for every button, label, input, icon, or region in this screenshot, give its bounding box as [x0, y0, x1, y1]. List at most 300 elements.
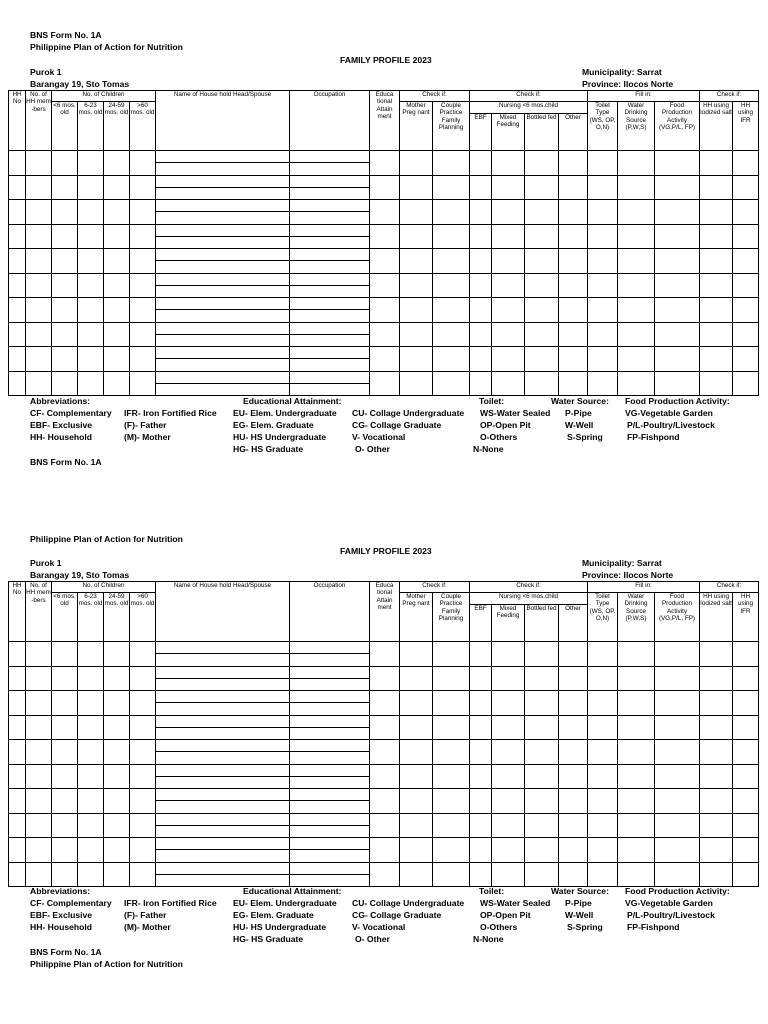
table-cell[interactable] [9, 273, 26, 298]
table-cell[interactable] [733, 764, 759, 789]
occupation-cell[interactable] [290, 789, 370, 814]
table-cell[interactable] [700, 151, 733, 176]
table-cell[interactable] [104, 642, 130, 667]
table-cell[interactable] [370, 813, 400, 838]
table-cell[interactable] [52, 838, 78, 863]
table-cell[interactable] [588, 666, 618, 691]
table-cell[interactable] [470, 642, 492, 667]
table-cell[interactable] [618, 224, 655, 249]
table-cell[interactable] [370, 273, 400, 298]
table-cell[interactable] [130, 862, 156, 887]
table-cell[interactable] [588, 322, 618, 347]
table-cell[interactable] [525, 813, 559, 838]
table-cell[interactable] [733, 642, 759, 667]
table-cell[interactable] [104, 764, 130, 789]
table-cell[interactable] [733, 715, 759, 740]
table-cell[interactable] [52, 764, 78, 789]
table-cell[interactable] [655, 740, 700, 765]
name-cell[interactable] [156, 789, 290, 814]
name-cell[interactable] [156, 175, 290, 200]
table-cell[interactable] [433, 740, 470, 765]
table-cell[interactable] [492, 249, 525, 274]
table-cell[interactable] [400, 789, 433, 814]
table-cell[interactable] [588, 642, 618, 667]
name-cell[interactable] [156, 862, 290, 887]
table-cell[interactable] [52, 200, 78, 225]
table-cell[interactable] [700, 715, 733, 740]
name-cell[interactable] [156, 813, 290, 838]
table-cell[interactable] [26, 273, 52, 298]
table-cell[interactable] [525, 666, 559, 691]
name-cell[interactable] [156, 347, 290, 372]
table-cell[interactable] [104, 347, 130, 372]
table-cell[interactable] [26, 249, 52, 274]
table-cell[interactable] [52, 371, 78, 396]
table-cell[interactable] [370, 249, 400, 274]
table-cell[interactable] [130, 249, 156, 274]
table-cell[interactable] [525, 249, 559, 274]
table-cell[interactable] [492, 862, 525, 887]
table-cell[interactable] [588, 740, 618, 765]
table-cell[interactable] [26, 789, 52, 814]
name-cell[interactable] [156, 200, 290, 225]
table-cell[interactable] [525, 224, 559, 249]
table-cell[interactable] [618, 838, 655, 863]
table-cell[interactable] [400, 200, 433, 225]
table-cell[interactable] [370, 715, 400, 740]
name-cell[interactable] [156, 764, 290, 789]
table-cell[interactable] [470, 200, 492, 225]
table-cell[interactable] [588, 200, 618, 225]
table-cell[interactable] [433, 347, 470, 372]
occupation-cell[interactable] [290, 347, 370, 372]
table-cell[interactable] [655, 691, 700, 716]
table-cell[interactable] [492, 715, 525, 740]
table-cell[interactable] [700, 273, 733, 298]
table-cell[interactable] [618, 666, 655, 691]
table-cell[interactable] [559, 273, 588, 298]
table-cell[interactable] [433, 249, 470, 274]
table-cell[interactable] [400, 298, 433, 323]
table-cell[interactable] [433, 715, 470, 740]
table-cell[interactable] [9, 347, 26, 372]
name-cell[interactable] [156, 224, 290, 249]
table-cell[interactable] [433, 789, 470, 814]
table-cell[interactable] [26, 322, 52, 347]
table-cell[interactable] [588, 298, 618, 323]
table-cell[interactable] [104, 151, 130, 176]
table-cell[interactable] [78, 740, 104, 765]
table-cell[interactable] [470, 249, 492, 274]
table-cell[interactable] [700, 691, 733, 716]
table-cell[interactable] [655, 813, 700, 838]
table-cell[interactable] [655, 175, 700, 200]
table-cell[interactable] [492, 298, 525, 323]
name-cell[interactable] [156, 151, 290, 176]
name-cell[interactable] [156, 249, 290, 274]
table-cell[interactable] [700, 764, 733, 789]
table-cell[interactable] [655, 666, 700, 691]
name-cell[interactable] [156, 322, 290, 347]
table-cell[interactable] [104, 789, 130, 814]
occupation-cell[interactable] [290, 691, 370, 716]
table-cell[interactable] [400, 813, 433, 838]
table-cell[interactable] [733, 740, 759, 765]
table-cell[interactable] [130, 298, 156, 323]
table-cell[interactable] [78, 862, 104, 887]
table-cell[interactable] [78, 298, 104, 323]
table-cell[interactable] [26, 715, 52, 740]
table-cell[interactable] [618, 740, 655, 765]
table-cell[interactable] [370, 371, 400, 396]
table-cell[interactable] [78, 813, 104, 838]
table-cell[interactable] [130, 322, 156, 347]
table-cell[interactable] [78, 691, 104, 716]
table-cell[interactable] [559, 249, 588, 274]
table-cell[interactable] [26, 298, 52, 323]
name-cell[interactable] [156, 740, 290, 765]
table-cell[interactable] [618, 322, 655, 347]
table-cell[interactable] [26, 175, 52, 200]
table-cell[interactable] [9, 691, 26, 716]
table-cell[interactable] [618, 200, 655, 225]
name-cell[interactable] [156, 298, 290, 323]
table-cell[interactable] [370, 838, 400, 863]
table-cell[interactable] [433, 371, 470, 396]
table-cell[interactable] [104, 691, 130, 716]
table-cell[interactable] [52, 666, 78, 691]
table-cell[interactable] [400, 764, 433, 789]
occupation-cell[interactable] [290, 273, 370, 298]
table-cell[interactable] [52, 642, 78, 667]
table-cell[interactable] [588, 691, 618, 716]
table-cell[interactable] [26, 764, 52, 789]
table-cell[interactable] [588, 273, 618, 298]
table-cell[interactable] [618, 642, 655, 667]
table-cell[interactable] [655, 862, 700, 887]
table-cell[interactable] [559, 666, 588, 691]
occupation-cell[interactable] [290, 764, 370, 789]
table-cell[interactable] [559, 789, 588, 814]
table-cell[interactable] [470, 813, 492, 838]
table-cell[interactable] [733, 298, 759, 323]
table-cell[interactable] [9, 200, 26, 225]
table-cell[interactable] [470, 666, 492, 691]
table-cell[interactable] [470, 691, 492, 716]
table-cell[interactable] [9, 740, 26, 765]
table-cell[interactable] [78, 322, 104, 347]
table-cell[interactable] [26, 347, 52, 372]
table-cell[interactable] [400, 666, 433, 691]
table-cell[interactable] [130, 740, 156, 765]
table-cell[interactable] [588, 813, 618, 838]
table-cell[interactable] [130, 273, 156, 298]
table-cell[interactable] [559, 371, 588, 396]
table-cell[interactable] [52, 175, 78, 200]
table-cell[interactable] [78, 715, 104, 740]
table-cell[interactable] [588, 862, 618, 887]
table-cell[interactable] [559, 175, 588, 200]
table-cell[interactable] [525, 862, 559, 887]
table-cell[interactable] [130, 347, 156, 372]
table-cell[interactable] [78, 273, 104, 298]
table-cell[interactable] [370, 764, 400, 789]
table-cell[interactable] [470, 789, 492, 814]
occupation-cell[interactable] [290, 862, 370, 887]
table-cell[interactable] [52, 322, 78, 347]
table-cell[interactable] [525, 298, 559, 323]
table-cell[interactable] [9, 322, 26, 347]
table-cell[interactable] [78, 200, 104, 225]
table-cell[interactable] [492, 200, 525, 225]
table-cell[interactable] [470, 298, 492, 323]
table-cell[interactable] [492, 838, 525, 863]
table-cell[interactable] [733, 200, 759, 225]
table-cell[interactable] [559, 224, 588, 249]
table-cell[interactable] [733, 691, 759, 716]
table-cell[interactable] [370, 322, 400, 347]
table-cell[interactable] [655, 151, 700, 176]
table-cell[interactable] [400, 838, 433, 863]
table-cell[interactable] [104, 666, 130, 691]
table-cell[interactable] [525, 347, 559, 372]
table-cell[interactable] [400, 691, 433, 716]
table-cell[interactable] [130, 666, 156, 691]
table-cell[interactable] [370, 347, 400, 372]
table-cell[interactable] [433, 151, 470, 176]
table-cell[interactable] [52, 273, 78, 298]
table-cell[interactable] [733, 273, 759, 298]
table-cell[interactable] [9, 813, 26, 838]
table-cell[interactable] [492, 151, 525, 176]
name-cell[interactable] [156, 715, 290, 740]
table-cell[interactable] [130, 715, 156, 740]
table-cell[interactable] [433, 862, 470, 887]
table-cell[interactable] [104, 249, 130, 274]
table-cell[interactable] [130, 371, 156, 396]
table-cell[interactable] [559, 151, 588, 176]
table-cell[interactable] [700, 813, 733, 838]
table-cell[interactable] [52, 249, 78, 274]
table-cell[interactable] [492, 224, 525, 249]
table-cell[interactable] [52, 789, 78, 814]
table-cell[interactable] [588, 371, 618, 396]
table-cell[interactable] [400, 347, 433, 372]
table-cell[interactable] [588, 715, 618, 740]
table-cell[interactable] [733, 347, 759, 372]
table-cell[interactable] [433, 273, 470, 298]
table-cell[interactable] [470, 224, 492, 249]
table-cell[interactable] [400, 862, 433, 887]
occupation-cell[interactable] [290, 838, 370, 863]
table-cell[interactable] [52, 347, 78, 372]
table-cell[interactable] [655, 347, 700, 372]
table-cell[interactable] [618, 249, 655, 274]
table-cell[interactable] [400, 642, 433, 667]
table-cell[interactable] [26, 740, 52, 765]
table-cell[interactable] [52, 740, 78, 765]
table-cell[interactable] [104, 715, 130, 740]
table-cell[interactable] [588, 764, 618, 789]
table-cell[interactable] [470, 862, 492, 887]
table-cell[interactable] [433, 666, 470, 691]
occupation-cell[interactable] [290, 200, 370, 225]
table-cell[interactable] [104, 813, 130, 838]
occupation-cell[interactable] [290, 298, 370, 323]
table-cell[interactable] [9, 151, 26, 176]
table-cell[interactable] [470, 151, 492, 176]
occupation-cell[interactable] [290, 175, 370, 200]
table-cell[interactable] [400, 322, 433, 347]
table-cell[interactable] [655, 764, 700, 789]
table-cell[interactable] [9, 862, 26, 887]
table-cell[interactable] [588, 838, 618, 863]
table-cell[interactable] [52, 715, 78, 740]
occupation-cell[interactable] [290, 249, 370, 274]
table-cell[interactable] [733, 249, 759, 274]
table-cell[interactable] [26, 642, 52, 667]
table-cell[interactable] [700, 838, 733, 863]
table-cell[interactable] [492, 740, 525, 765]
table-cell[interactable] [525, 175, 559, 200]
table-cell[interactable] [588, 175, 618, 200]
table-cell[interactable] [492, 322, 525, 347]
table-cell[interactable] [104, 224, 130, 249]
table-cell[interactable] [559, 862, 588, 887]
table-cell[interactable] [559, 322, 588, 347]
table-cell[interactable] [370, 224, 400, 249]
table-cell[interactable] [492, 347, 525, 372]
table-cell[interactable] [104, 740, 130, 765]
occupation-cell[interactable] [290, 740, 370, 765]
table-cell[interactable] [655, 200, 700, 225]
table-cell[interactable] [130, 175, 156, 200]
table-cell[interactable] [655, 789, 700, 814]
table-cell[interactable] [733, 813, 759, 838]
table-cell[interactable] [588, 151, 618, 176]
table-cell[interactable] [470, 715, 492, 740]
table-cell[interactable] [130, 764, 156, 789]
table-cell[interactable] [400, 175, 433, 200]
table-cell[interactable] [470, 740, 492, 765]
table-cell[interactable] [700, 666, 733, 691]
table-cell[interactable] [78, 371, 104, 396]
table-cell[interactable] [655, 715, 700, 740]
table-cell[interactable] [470, 175, 492, 200]
table-cell[interactable] [130, 151, 156, 176]
table-cell[interactable] [733, 322, 759, 347]
table-cell[interactable] [525, 273, 559, 298]
table-cell[interactable] [9, 666, 26, 691]
name-cell[interactable] [156, 838, 290, 863]
table-cell[interactable] [655, 371, 700, 396]
table-cell[interactable] [52, 298, 78, 323]
table-cell[interactable] [618, 371, 655, 396]
table-cell[interactable] [470, 347, 492, 372]
name-cell[interactable] [156, 666, 290, 691]
table-cell[interactable] [130, 200, 156, 225]
table-cell[interactable] [400, 371, 433, 396]
table-cell[interactable] [370, 740, 400, 765]
table-cell[interactable] [370, 789, 400, 814]
table-cell[interactable] [733, 862, 759, 887]
table-cell[interactable] [400, 224, 433, 249]
table-cell[interactable] [492, 175, 525, 200]
table-cell[interactable] [733, 224, 759, 249]
table-cell[interactable] [733, 666, 759, 691]
table-cell[interactable] [9, 371, 26, 396]
table-cell[interactable] [655, 298, 700, 323]
table-cell[interactable] [26, 691, 52, 716]
table-cell[interactable] [492, 371, 525, 396]
table-cell[interactable] [52, 813, 78, 838]
table-cell[interactable] [9, 175, 26, 200]
table-cell[interactable] [9, 715, 26, 740]
table-cell[interactable] [52, 691, 78, 716]
table-cell[interactable] [470, 322, 492, 347]
table-cell[interactable] [104, 838, 130, 863]
table-cell[interactable] [130, 789, 156, 814]
table-cell[interactable] [78, 838, 104, 863]
table-cell[interactable] [26, 224, 52, 249]
table-cell[interactable] [733, 371, 759, 396]
table-cell[interactable] [559, 764, 588, 789]
table-cell[interactable] [700, 175, 733, 200]
occupation-cell[interactable] [290, 813, 370, 838]
table-cell[interactable] [588, 249, 618, 274]
table-cell[interactable] [26, 151, 52, 176]
table-cell[interactable] [433, 838, 470, 863]
table-cell[interactable] [618, 273, 655, 298]
table-cell[interactable] [700, 862, 733, 887]
table-cell[interactable] [559, 642, 588, 667]
table-cell[interactable] [618, 691, 655, 716]
table-cell[interactable] [655, 273, 700, 298]
table-cell[interactable] [470, 371, 492, 396]
table-cell[interactable] [618, 715, 655, 740]
table-cell[interactable] [370, 642, 400, 667]
table-cell[interactable] [733, 175, 759, 200]
table-cell[interactable] [104, 175, 130, 200]
table-cell[interactable] [104, 322, 130, 347]
table-cell[interactable] [104, 200, 130, 225]
occupation-cell[interactable] [290, 715, 370, 740]
table-cell[interactable] [370, 175, 400, 200]
table-cell[interactable] [470, 838, 492, 863]
table-cell[interactable] [78, 224, 104, 249]
table-cell[interactable] [9, 789, 26, 814]
table-cell[interactable] [655, 224, 700, 249]
table-cell[interactable] [370, 691, 400, 716]
table-cell[interactable] [470, 273, 492, 298]
table-cell[interactable] [433, 642, 470, 667]
table-cell[interactable] [655, 838, 700, 863]
table-cell[interactable] [655, 249, 700, 274]
table-cell[interactable] [433, 764, 470, 789]
table-cell[interactable] [78, 347, 104, 372]
table-cell[interactable] [655, 322, 700, 347]
table-cell[interactable] [52, 862, 78, 887]
table-cell[interactable] [492, 789, 525, 814]
table-cell[interactable] [9, 642, 26, 667]
table-cell[interactable] [52, 224, 78, 249]
table-cell[interactable] [525, 200, 559, 225]
table-cell[interactable] [492, 691, 525, 716]
table-cell[interactable] [559, 715, 588, 740]
table-cell[interactable] [130, 642, 156, 667]
name-cell[interactable] [156, 371, 290, 396]
name-cell[interactable] [156, 642, 290, 667]
